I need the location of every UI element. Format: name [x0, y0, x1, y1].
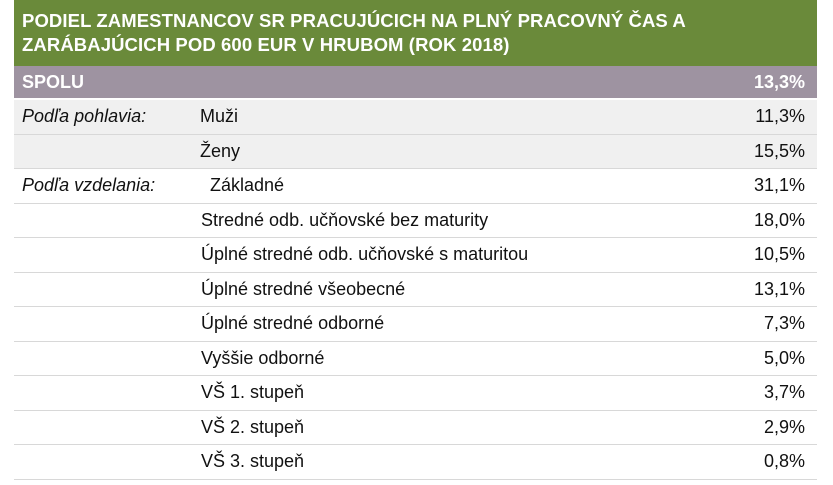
row-label: VŠ 2. stupeň: [201, 416, 305, 437]
row-label: Základné: [210, 175, 285, 196]
row-label: VŠ 3. stupeň: [201, 451, 305, 472]
row-label: Vyššie odborné: [201, 347, 325, 368]
table-row: [14, 100, 817, 135]
row-label: Úplné stredné odb. učňovské s maturitou: [201, 244, 529, 265]
row-label: Ženy: [200, 140, 241, 161]
table-row: [14, 135, 817, 170]
total-value: 13,3%: [753, 71, 805, 92]
row-value: 5,0%: [763, 347, 805, 368]
row-value: 2,9%: [763, 416, 805, 437]
salary-share-table: [14, 0, 817, 480]
table-row: [14, 376, 817, 411]
row-value: 18,0%: [753, 209, 805, 230]
table-row: [14, 238, 817, 273]
row-value: 13,1%: [753, 278, 805, 299]
row-label: Úplné stredné všeobecné: [201, 278, 406, 299]
table-row: [14, 411, 817, 446]
row-value: 11,3%: [755, 106, 805, 127]
total-row: [14, 66, 817, 100]
table-row: [14, 307, 817, 342]
total-label: SPOLU: [22, 71, 85, 92]
row-label: Stredné odb. učňovské bez maturity: [201, 209, 489, 230]
gender-group-label: Podľa pohlavia:: [22, 106, 147, 127]
row-value: 15,5%: [753, 140, 805, 161]
row-value: 3,7%: [763, 382, 805, 403]
table-row: [14, 273, 817, 308]
row-label: VŠ 1. stupeň: [201, 382, 305, 403]
row-value: 7,3%: [763, 313, 805, 334]
table-row: [14, 204, 817, 239]
row-label: Muži: [200, 106, 239, 127]
row-label: Úplné stredné odborné: [201, 313, 385, 334]
table-row: [14, 445, 817, 480]
table-title-line-2: ZARÁBAJÚCICH POD 600 EUR V HRUBOM (ROK 2018): [22, 34, 510, 55]
table-row: [14, 342, 817, 377]
row-value: 0,8%: [763, 451, 805, 472]
row-value: 31,1%: [753, 175, 805, 196]
education-group-label: Podľa vzdelania:: [22, 175, 156, 196]
table-title: [14, 0, 817, 66]
table-row: [14, 169, 817, 204]
row-value: 10,5%: [753, 244, 805, 265]
table-title-line-1: PODIEL ZAMESTNANCOV SR PRACUJÚCICH NA PLNÝ PRACOVNÝ ČAS A: [22, 10, 686, 31]
